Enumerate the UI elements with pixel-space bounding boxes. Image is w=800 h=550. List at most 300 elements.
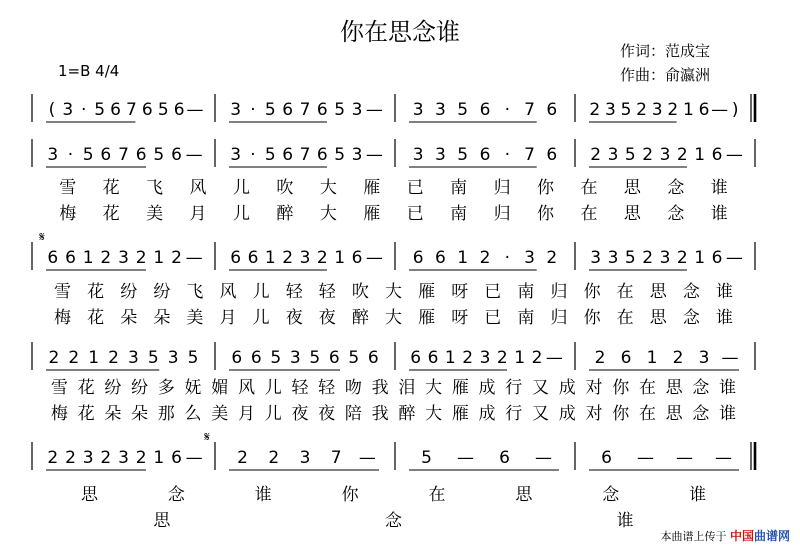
note: 2 [68, 348, 80, 368]
note: 7 [299, 100, 311, 120]
lyric-char: 朵 [153, 308, 171, 328]
note: 2 [531, 348, 543, 368]
note: — [676, 448, 693, 468]
note: 2 [590, 145, 602, 165]
note: 2 [135, 448, 147, 468]
lyric-char: 思 [623, 204, 641, 224]
lyric-char: 夜 [291, 404, 309, 424]
note: 2 [462, 348, 474, 368]
note: 3 [289, 348, 301, 368]
note: 3 [230, 145, 242, 165]
lyric-char: 在 [616, 308, 634, 328]
lyric-char: 儿 [232, 178, 250, 198]
lyric-char: 念 [602, 485, 620, 505]
lyric-char: 在 [638, 378, 656, 398]
note: 1 [153, 448, 165, 468]
lyric-char: 朵 [120, 308, 138, 328]
composer-credit: 作曲：俞瀛洲 [620, 66, 711, 84]
lyricist-credit: 作词：范成宝 [620, 42, 711, 60]
lyric-char: 念 [167, 485, 185, 505]
note: 3 [412, 100, 424, 120]
note: 6 [328, 348, 340, 368]
lyric-char: 雁 [451, 404, 469, 424]
lyric-char: 念 [667, 178, 685, 198]
note: 5 [309, 348, 321, 368]
lyric-char: 儿 [252, 282, 270, 302]
note: 3 [82, 448, 94, 468]
lyric-char: 思 [153, 511, 171, 531]
note: 1 [514, 348, 526, 368]
lyric-char: 儿 [264, 378, 282, 398]
lyric-char: 谁 [689, 485, 707, 505]
note: · [250, 145, 256, 165]
lyric-char: 你 [537, 204, 555, 224]
lyric-char: 儿 [232, 204, 250, 224]
lyric-char: 雁 [363, 204, 381, 224]
lyric-char: 风 [189, 178, 207, 198]
note: ( [48, 100, 56, 120]
lyric-char: 雪 [54, 282, 72, 302]
note: 3 [128, 348, 139, 368]
note: 5 [624, 248, 636, 268]
note: 5 [264, 145, 276, 165]
lyric-char: 行 [505, 404, 523, 424]
note: 3 [479, 348, 491, 368]
lyric-char: 醉 [276, 204, 294, 224]
lyric-char: 醉 [351, 308, 369, 328]
note: 3 [118, 448, 129, 468]
note: 2 [47, 448, 59, 468]
note: 6 [711, 248, 723, 268]
lyric-char: 南 [450, 178, 468, 198]
note: 1 [88, 348, 100, 368]
lyric-char: 成 [478, 404, 496, 424]
lyric-char: 对 [585, 404, 603, 424]
lyric-char: 南 [517, 282, 535, 302]
lyric-char: 花 [87, 308, 105, 328]
note: 6 [698, 100, 710, 120]
note: 1 [334, 248, 346, 268]
lyric-char: 大 [319, 178, 337, 198]
note: 3 [118, 248, 129, 268]
lyric-char: 雁 [418, 308, 436, 328]
note: 3 [351, 145, 363, 165]
lyric-char: 思 [665, 378, 683, 398]
note: 6 [620, 348, 632, 368]
note: 3 [590, 248, 602, 268]
note: 1 [82, 248, 94, 268]
page-title: 你在思念谁 [340, 18, 460, 46]
note: 3 [412, 145, 424, 165]
lyric-char: 美 [186, 308, 204, 328]
lyric-char: 美 [146, 204, 164, 224]
note: 1 [444, 348, 456, 368]
lyric-char: 我 [371, 404, 389, 424]
note: 5 [147, 348, 159, 368]
note: — [185, 448, 203, 468]
site-logo-b: 曲谱网 [753, 529, 790, 543]
lyric-char: 在 [616, 282, 634, 302]
lyric-char: 朵 [104, 404, 122, 424]
lyric-char: 妩 [184, 378, 202, 398]
note: 2 [672, 348, 684, 368]
lyric-char: 吹 [351, 282, 369, 302]
lyric-char: 你 [583, 308, 601, 328]
note: 6 [546, 100, 558, 120]
lyric-char: 泪 [398, 378, 416, 398]
lyric-char: 夜 [318, 308, 336, 328]
lyric-char: 雁 [363, 178, 381, 198]
note: 7 [330, 448, 342, 468]
lyric-char: 又 [532, 378, 550, 398]
lyric-char: 归 [493, 178, 511, 198]
note: 5 [457, 100, 469, 120]
lyric-char: 多 [157, 378, 175, 398]
note: 7 [524, 100, 535, 120]
note: · [504, 100, 510, 120]
note: 2 [282, 248, 294, 268]
lyric-char: 风 [219, 282, 237, 302]
lyric-char: 成 [558, 404, 576, 424]
note: — [725, 145, 743, 165]
note: 1 [646, 348, 658, 368]
lyric-char: 呀 [451, 308, 469, 328]
site-logo-a: 中国 [729, 529, 754, 543]
lyric-char: 大 [425, 404, 443, 424]
note: 5 [187, 348, 199, 368]
note: 6 [316, 100, 328, 120]
note: 7 [118, 145, 129, 165]
lyric-char: 雁 [451, 378, 469, 398]
note: 2 [135, 248, 147, 268]
lyric-char: 梅 [54, 308, 72, 328]
lyric-char: 醉 [398, 404, 416, 424]
note: 3 [651, 100, 663, 120]
note: — [365, 145, 383, 165]
note: 3 [604, 100, 616, 120]
note: 6 [351, 248, 363, 268]
lyric-char: 在 [580, 178, 598, 198]
note: 6 [173, 100, 185, 120]
note: 3 [62, 100, 74, 120]
lyric-char: 谁 [616, 511, 634, 531]
note: 5 [620, 100, 632, 120]
note: 2 [676, 145, 688, 165]
upload-text: 本曲谱上传于 [660, 530, 727, 543]
note: · [504, 145, 510, 165]
note: 5 [457, 145, 469, 165]
note: · [67, 145, 74, 165]
lyric-char: 陪 [344, 404, 362, 424]
note: 6 [412, 248, 424, 268]
lyric-char: 成 [558, 378, 576, 398]
note: 6 [316, 145, 328, 165]
lyric-char: 轻 [285, 282, 303, 302]
lyric-char: 夜 [285, 308, 303, 328]
lyric-char: 纷 [131, 378, 149, 398]
note: 6 [65, 248, 76, 268]
note: 2 [676, 248, 688, 268]
note: 6 [546, 145, 558, 165]
note: 6 [711, 145, 723, 165]
lyric-char: 谁 [715, 308, 733, 328]
note: 3 [167, 348, 179, 368]
lyric-char: 美 [211, 404, 229, 424]
note: 3 [47, 145, 59, 165]
lyric-char: 念 [682, 282, 700, 302]
note: — [711, 100, 729, 120]
note: 6 [250, 348, 262, 368]
lyric-char: 花 [77, 404, 95, 424]
lyric-char: 轻 [318, 378, 336, 398]
lyric-char: 思 [80, 485, 98, 505]
lyric-char: 已 [406, 178, 424, 198]
note: 2 [667, 100, 679, 120]
note: 5 [94, 100, 106, 120]
note: 2 [546, 248, 558, 268]
note: 7 [524, 145, 535, 165]
note: 6 [601, 448, 612, 468]
key-signature: 1=B 4/4 [58, 62, 120, 80]
lyric-char: 念 [682, 308, 700, 328]
note: 2 [48, 348, 60, 368]
lyric-char: 风 [237, 378, 255, 398]
note: 6 [282, 145, 294, 165]
lyric-char: 梅 [50, 404, 68, 424]
note: 2 [100, 248, 112, 268]
lyric-char: 儿 [264, 404, 282, 424]
note: 1 [694, 248, 706, 268]
lyric-char: 又 [532, 404, 550, 424]
lyric-char: 花 [77, 378, 95, 398]
lyric-char: 南 [517, 308, 535, 328]
note: 5 [348, 348, 360, 368]
lyric-char: 你 [537, 178, 555, 198]
note: 2 [642, 145, 654, 165]
note: 6 [427, 348, 439, 368]
note: 6 [367, 348, 379, 368]
lyric-char: 谁 [710, 178, 728, 198]
note: 3 [607, 145, 619, 165]
note: 5 [334, 145, 346, 165]
note: 2 [594, 348, 606, 368]
lyric-char: 你 [612, 404, 630, 424]
note: 5 [264, 100, 276, 120]
lyric-char: 月 [189, 204, 207, 224]
note: 2 [479, 248, 491, 268]
lyric-char: 纷 [153, 282, 171, 302]
lyric-char: 雪 [50, 378, 68, 398]
lyric-char: 你 [583, 282, 601, 302]
lyric-char: 朵 [131, 404, 149, 424]
note: 2 [237, 448, 249, 468]
lyric-char: 纷 [104, 378, 122, 398]
lyric-char: 那 [157, 404, 175, 424]
note: 5 [421, 448, 432, 468]
lyric-char: 念 [692, 404, 710, 424]
note: 3 [698, 348, 710, 368]
lyric-char: 谁 [710, 204, 728, 224]
note: 2 [496, 348, 508, 368]
note: 6 [410, 348, 422, 368]
lyric-char: 儿 [252, 308, 270, 328]
note: 3 [435, 145, 446, 165]
note: 6 [100, 145, 112, 165]
lyric-char: 花 [102, 178, 120, 198]
lyric-char: 对 [585, 378, 603, 398]
lyric-char: 月 [237, 404, 255, 424]
lyric-char: 思 [649, 282, 667, 302]
watermark [660, 527, 790, 544]
note: — [535, 448, 552, 468]
note: 5 [157, 100, 169, 120]
lyric-char: 花 [87, 282, 105, 302]
lyric-char: 雁 [418, 282, 436, 302]
segno-sign: 𝄋 [204, 430, 210, 445]
note: 5 [270, 348, 282, 368]
lyric-char: 大 [385, 282, 402, 302]
note: 6 [479, 145, 491, 165]
note: — [365, 100, 383, 120]
note: 2 [100, 448, 112, 468]
note: 5 [153, 145, 165, 165]
note: 6 [171, 448, 182, 468]
lyric-char: 吹 [276, 178, 294, 198]
note: 3 [524, 248, 535, 268]
lyric-char: 念 [692, 378, 710, 398]
note: 6 [479, 100, 491, 120]
note: — [721, 348, 739, 368]
note: 3 [607, 248, 619, 268]
note: — [365, 248, 383, 268]
note: 1 [682, 100, 694, 120]
lyric-char: 念 [667, 204, 685, 224]
lyric-char: 大 [425, 378, 443, 398]
lyric-char: 媚 [211, 378, 229, 398]
note: — [185, 248, 203, 268]
note: 3 [659, 145, 671, 165]
lyric-char: 大 [385, 308, 402, 328]
note: 6 [47, 248, 59, 268]
lyric-char: 已 [484, 308, 502, 328]
lyric-char: 成 [478, 378, 496, 398]
lyric-char: 纷 [120, 282, 138, 302]
note: 1 [153, 248, 165, 268]
lyric-char: 轻 [318, 282, 336, 302]
lyric-char: 在 [580, 204, 598, 224]
lyric-char: 么 [184, 404, 202, 424]
note: 3 [659, 248, 671, 268]
note: 3 [351, 100, 363, 120]
note: · [81, 100, 87, 120]
note: — [715, 448, 732, 468]
lyric-char: 月 [219, 308, 237, 328]
note: 2 [316, 248, 328, 268]
lyric-char: 思 [649, 308, 667, 328]
lyric-char: 归 [493, 204, 511, 224]
note: 1 [694, 145, 706, 165]
lyric-char: 思 [623, 178, 641, 198]
lyric-char: 吻 [344, 378, 362, 398]
lyric-char: 在 [638, 404, 656, 424]
lyric-char: 夜 [318, 404, 336, 424]
note: — [457, 448, 474, 468]
lyric-char: 我 [371, 378, 389, 398]
note: 3 [435, 100, 446, 120]
lyric-char: 在 [428, 485, 446, 505]
note: 3 [299, 448, 311, 468]
note: ) [731, 100, 739, 120]
lyric-char: 你 [341, 485, 359, 505]
note: 6 [435, 248, 446, 268]
note: · [504, 248, 510, 268]
note: 2 [642, 248, 654, 268]
lyric-char: 飞 [186, 282, 204, 302]
note: 2 [589, 100, 601, 120]
lyric-char: 念 [385, 511, 402, 531]
note: 2 [636, 100, 648, 120]
note: 2 [171, 248, 182, 268]
note: 2 [268, 448, 280, 468]
lyric-char: 归 [550, 282, 568, 302]
note: 6 [247, 248, 259, 268]
lyric-char: 南 [450, 204, 468, 224]
lyric-char: 谁 [719, 378, 737, 398]
lyric-char: 谁 [715, 282, 733, 302]
note: 6 [110, 100, 121, 120]
lyric-char: 行 [505, 378, 523, 398]
note: 6 [135, 145, 147, 165]
lyric-char: 大 [319, 204, 337, 224]
note: 6 [499, 448, 510, 468]
note: 2 [65, 448, 76, 468]
note: 6 [282, 100, 294, 120]
lyric-char: 飞 [146, 178, 164, 198]
note: 5 [82, 145, 94, 165]
note: — [186, 100, 204, 120]
note: 6 [231, 348, 243, 368]
note: 2 [108, 348, 119, 368]
note: 6 [141, 100, 153, 120]
note: 1 [264, 248, 276, 268]
note: — [185, 145, 203, 165]
note: 6 [230, 248, 242, 268]
lyric-char: 你 [612, 378, 630, 398]
note: — [545, 348, 563, 368]
note: — [725, 248, 743, 268]
lyric-char: 已 [406, 204, 424, 224]
note: — [637, 448, 654, 468]
lyric-char: 思 [665, 404, 683, 424]
segno-sign: 𝄋 [39, 230, 45, 245]
lyric-char: 雪 [59, 178, 77, 198]
note: 7 [299, 145, 311, 165]
lyric-char: 思 [515, 485, 533, 505]
lyric-char: 谁 [254, 485, 272, 505]
lyric-char: 梅 [59, 204, 77, 224]
lyric-char: 谁 [719, 404, 737, 424]
lyric-char: 归 [550, 308, 568, 328]
note: 5 [334, 100, 346, 120]
note: 1 [457, 248, 469, 268]
note: · [250, 100, 256, 120]
note: 7 [126, 100, 137, 120]
lyric-char: 已 [484, 282, 502, 302]
note: 3 [299, 248, 311, 268]
lyric-char: 呀 [451, 282, 469, 302]
note: 6 [171, 145, 182, 165]
note: 3 [230, 100, 242, 120]
